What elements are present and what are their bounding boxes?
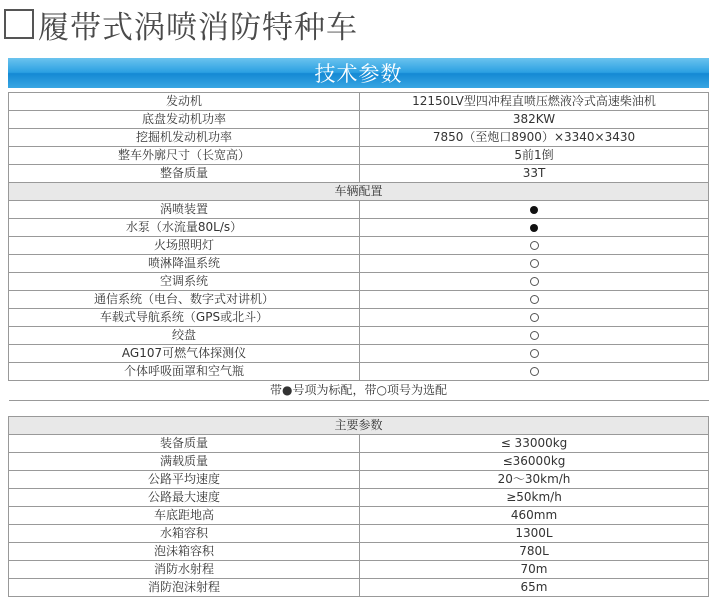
config-header: 车辆配置	[9, 183, 709, 201]
param-label: 装备质量	[9, 435, 360, 453]
param-label: 公路最大速度	[9, 489, 360, 507]
param-row	[9, 579, 709, 597]
tech-value: 12150LV型四冲程直喷压燃液冷式高速柴油机	[360, 93, 709, 111]
config-row	[9, 219, 709, 237]
tech-row	[9, 93, 709, 111]
tech-label: 挖掘机发动机功率	[9, 129, 360, 147]
config-row	[9, 345, 709, 363]
config-header-row	[9, 183, 709, 201]
config-label: 车载式导航系统（GPS或北斗）	[9, 309, 360, 327]
config-label: AG107可燃气体探测仪	[9, 345, 360, 363]
optional-circle-icon	[530, 349, 539, 358]
note-row	[9, 381, 709, 401]
spec-table-body	[9, 93, 709, 597]
standard-dot-icon	[530, 206, 538, 214]
tech-label: 整备质量	[9, 165, 360, 183]
config-label: 涡喷装置	[9, 201, 360, 219]
param-value: 20～30km/h	[360, 471, 709, 489]
param-value: 1300L	[360, 525, 709, 543]
config-label: 喷淋降温系统	[9, 255, 360, 273]
config-row	[9, 309, 709, 327]
config-mark	[360, 219, 709, 237]
optional-circle-icon	[530, 295, 539, 304]
param-value: ≤ 33000kg	[360, 435, 709, 453]
config-label: 绞盘	[9, 327, 360, 345]
param-label: 满载质量	[9, 453, 360, 471]
tech-row	[9, 165, 709, 183]
tech-value: 382KW	[360, 111, 709, 129]
spec-table	[8, 92, 709, 597]
config-row	[9, 327, 709, 345]
optional-circle-icon	[530, 277, 539, 286]
param-value: 780L	[360, 543, 709, 561]
tech-label: 整车外廓尺寸（长宽高）	[9, 147, 360, 165]
optional-circle-icon	[530, 367, 539, 376]
config-label: 水泵（水流量80L/s）	[9, 219, 360, 237]
legend-note: 带●号项为标配，带○项号为选配	[9, 381, 709, 401]
tech-row	[9, 111, 709, 129]
tech-value: 33T	[360, 165, 709, 183]
spacer	[9, 401, 709, 417]
param-label: 消防泡沫射程	[9, 579, 360, 597]
config-mark	[360, 309, 709, 327]
config-row	[9, 237, 709, 255]
page-title	[4, 2, 358, 46]
title-text: 履带式涡喷消防特种车	[38, 9, 358, 46]
config-label: 火场照明灯	[9, 237, 360, 255]
param-label: 消防水射程	[9, 561, 360, 579]
config-row	[9, 255, 709, 273]
param-value: ≥50km/h	[360, 489, 709, 507]
tech-label: 底盘发动机功率	[9, 111, 360, 129]
optional-circle-icon	[530, 331, 539, 340]
config-row	[9, 291, 709, 309]
config-mark	[360, 345, 709, 363]
param-row	[9, 561, 709, 579]
config-label: 通信系统（电台、数字式对讲机）	[9, 291, 360, 309]
config-row	[9, 201, 709, 219]
config-row	[9, 273, 709, 291]
checkbox-square-icon	[4, 9, 34, 39]
params-header-row	[9, 417, 709, 435]
param-label: 公路平均速度	[9, 471, 360, 489]
spacer-row	[9, 401, 709, 417]
config-mark	[360, 291, 709, 309]
param-value: 460mm	[360, 507, 709, 525]
param-label: 水箱容积	[9, 525, 360, 543]
optional-circle-icon	[530, 313, 539, 322]
param-row	[9, 489, 709, 507]
tech-row	[9, 147, 709, 165]
param-row	[9, 453, 709, 471]
param-row	[9, 435, 709, 453]
config-label: 个体呼吸面罩和空气瓶	[9, 363, 360, 381]
standard-dot-icon	[530, 224, 538, 232]
param-row	[9, 471, 709, 489]
param-value: ≤36000kg	[360, 453, 709, 471]
param-value: 65m	[360, 579, 709, 597]
optional-circle-icon	[530, 259, 539, 268]
tech-row	[9, 129, 709, 147]
config-label: 空调系统	[9, 273, 360, 291]
config-mark	[360, 363, 709, 381]
config-mark	[360, 273, 709, 291]
config-mark	[360, 255, 709, 273]
param-row	[9, 525, 709, 543]
param-label: 泡沫箱容积	[9, 543, 360, 561]
config-row	[9, 363, 709, 381]
section-banner: 技术参数	[8, 58, 709, 88]
params-header: 主要参数	[9, 417, 709, 435]
param-row	[9, 507, 709, 525]
tech-value: 7850（至炮口8900）×3340×3430	[360, 129, 709, 147]
config-mark	[360, 201, 709, 219]
config-mark	[360, 237, 709, 255]
tech-value: 5前1倒	[360, 147, 709, 165]
param-row	[9, 543, 709, 561]
optional-circle-icon	[530, 241, 539, 250]
param-value: 70m	[360, 561, 709, 579]
config-mark	[360, 327, 709, 345]
param-label: 车底距地高	[9, 507, 360, 525]
tech-label: 发动机	[9, 93, 360, 111]
